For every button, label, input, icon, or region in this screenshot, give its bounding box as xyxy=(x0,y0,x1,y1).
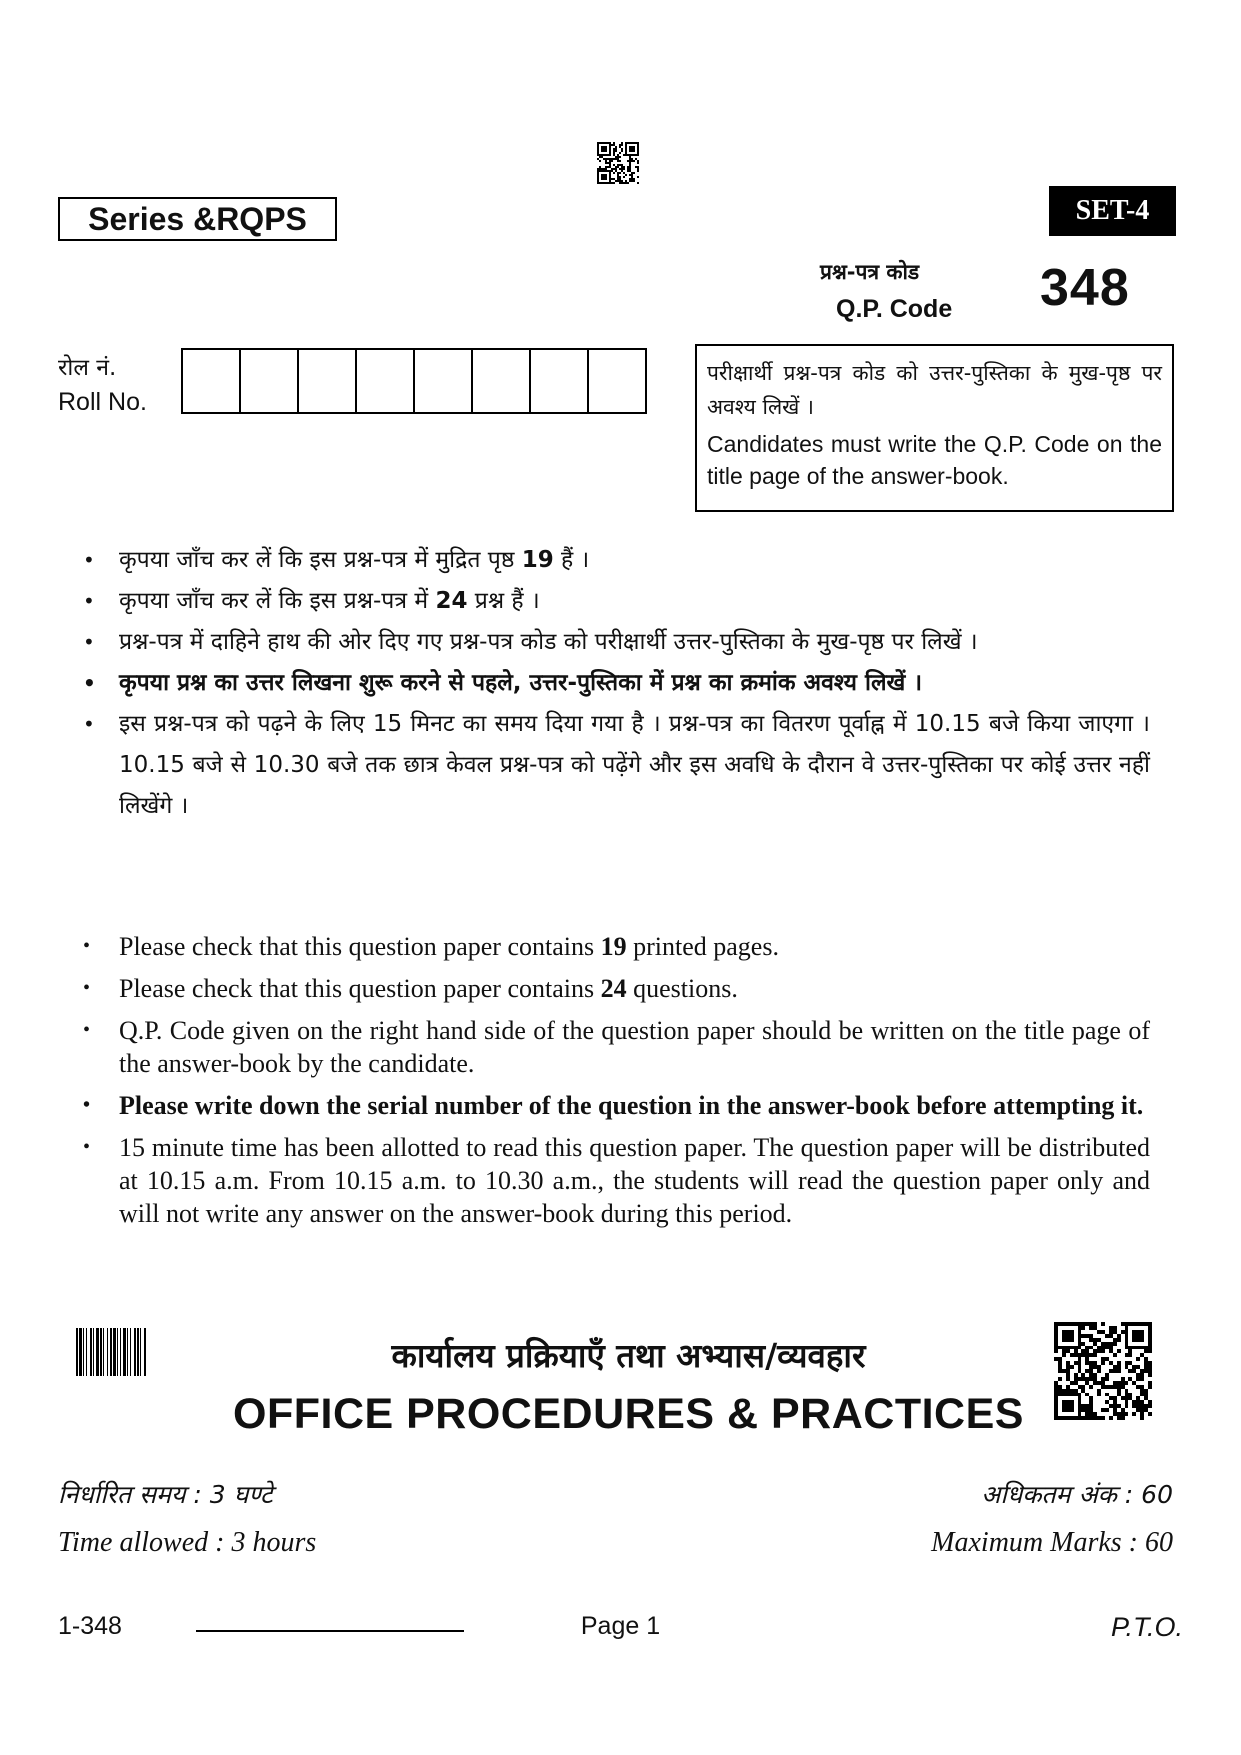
instruction-hindi-text-end: प्रश्न हैं । xyxy=(467,588,540,614)
instruction-english-text: Please write down the serial number of the question in the answer-book before attempting it. xyxy=(119,1091,1144,1120)
candidate-note-english: Candidates must write the Q.P. Code on the title page of the answer-book. xyxy=(707,431,1162,489)
instruction-english-text: Please check that this question paper contains xyxy=(119,974,601,1003)
bullet-icon: • xyxy=(83,1094,91,1116)
roll-digit-box[interactable] xyxy=(531,350,589,412)
instruction-english-text: 15 minute time has been allotted to read this question paper. The question paper will be distributed at 10.15 a.m. From 10.15 a.m. to 10.30 a.m., the students will read the question paper only and will not write any answer on the answer-book during this period. xyxy=(119,1133,1150,1228)
bullet-icon: • xyxy=(83,935,91,957)
instruction-hindi-text: कृपया जाँच कर लें कि इस प्रश्न-पत्र में xyxy=(119,588,436,614)
qp-code-label-hindi: प्रश्न-पत्र कोड xyxy=(820,260,920,284)
time-allowed: Time allowed : 3 hours xyxy=(58,1527,317,1558)
instruction-english-item xyxy=(80,1089,1150,1122)
instruction-hindi-text: प्रश्न-पत्र में दाहिने हाथ की ओर दिए गए प्रश्न-पत्र कोड को परीक्षार्थी उत्तर-पुस्तिका के मुख-पृष्ठ पर लिखें । xyxy=(119,629,978,655)
time-allowed-hindi: निर्धारित समय : 3 घण्टे xyxy=(58,1480,273,1509)
instruction-hindi-text: इस प्रश्न-पत्र को पढ़ने के लिए 15 मिनट का समय दिया गया है । प्रश्न-पत्र का वितरण पूर्वाह्न में 10.15 बजे किया जाएगा । 10.15 बजे से 10.30 बजे तक छात्र केवल प्रश्न-पत्र को पढ़ेंगे और इस अवधि के दौरान वे उत्तर-पुस्तिका पर कोई उत्तर नहीं लिखेंगे । xyxy=(119,711,1150,819)
instruction-hindi-item xyxy=(80,622,1150,663)
instruction-english-item xyxy=(80,930,1150,963)
bullet-icon: • xyxy=(83,589,95,613)
roll-digit-box[interactable] xyxy=(241,350,299,412)
instructions-english xyxy=(80,930,1150,1239)
set-badge: SET-4 xyxy=(1049,186,1176,236)
footer-code: 1-348 xyxy=(58,1612,122,1640)
qp-code-number: 348 xyxy=(1040,259,1130,317)
instruction-hindi-text: कृपया प्रश्न का उत्तर लिखना शुरू करने से पहले, उत्तर-पुस्तिका में प्रश्न का क्रमांक अवश्य लिखें । xyxy=(119,670,923,696)
roll-digit-box[interactable] xyxy=(473,350,531,412)
bullet-icon: • xyxy=(83,712,95,736)
roll-digit-box[interactable] xyxy=(415,350,473,412)
instruction-hindi-text: कृपया जाँच कर लें कि इस प्रश्न-पत्र में मुद्रित पृष्ठ xyxy=(119,547,522,573)
bullet-icon: • xyxy=(83,1019,91,1041)
subject-title-hindi: कार्यालय प्रक्रियाएँ तथा अभ्यास/व्यवहार xyxy=(391,1336,866,1375)
bullet-icon: • xyxy=(83,630,95,654)
instruction-english-text-end: questions. xyxy=(626,974,738,1003)
roll-digit-box[interactable] xyxy=(299,350,357,412)
instruction-hindi-item xyxy=(80,704,1150,827)
instruction-english-text: Please check that this question paper contains xyxy=(119,932,601,961)
instruction-hindi-bold-value: 19 xyxy=(521,547,554,573)
qr-code-icon xyxy=(597,142,639,184)
instruction-hindi-item xyxy=(80,581,1150,622)
qp-code-label: Q.P. Code xyxy=(836,295,953,323)
instruction-hindi-item xyxy=(80,540,1150,581)
instruction-english-bold-value: 24 xyxy=(600,974,627,1003)
pto-label: P.T.O. xyxy=(1110,1612,1183,1642)
instruction-english-bold-value: 19 xyxy=(600,932,627,961)
instruction-hindi-item xyxy=(80,663,1150,704)
bullet-icon: • xyxy=(83,671,96,695)
roll-digit-box[interactable] xyxy=(183,350,241,412)
series-label: Series &RQPS xyxy=(58,197,337,241)
bullet-icon: • xyxy=(83,548,95,572)
roll-digit-box[interactable] xyxy=(357,350,415,412)
maximum-marks-hindi: अधिकतम अंक : 60 xyxy=(981,1480,1173,1509)
instruction-english-item xyxy=(80,1014,1150,1080)
bullet-icon: • xyxy=(83,977,91,999)
instruction-hindi-bold-value: 24 xyxy=(435,588,468,614)
page-number: Page 1 xyxy=(580,1612,661,1640)
instructions-hindi xyxy=(80,540,1150,827)
instruction-english-item xyxy=(80,1131,1150,1230)
instruction-hindi-text-end: हैं । xyxy=(553,547,590,573)
candidate-note-hindi: परीक्षार्थी प्रश्न-पत्र कोड को उत्तर-पुस्तिका के मुख-पृष्ठ पर अवश्य लिखें । xyxy=(707,361,1162,419)
instruction-english-item xyxy=(80,972,1150,1005)
roll-digit-box[interactable] xyxy=(589,350,645,412)
roll-label-hindi: रोल नं. xyxy=(58,355,117,381)
instruction-english-text: Q.P. Code given on the right hand side of the question paper should be written on the title page of the answer-book by the candidate. xyxy=(119,1016,1150,1078)
roll-label: Roll No. xyxy=(58,388,147,416)
subject-title: OFFICE PROCEDURES & PRACTICES xyxy=(233,1390,1024,1438)
bullet-icon: • xyxy=(83,1136,91,1158)
maximum-marks: Maximum Marks : 60 xyxy=(931,1527,1173,1558)
roll-number-boxes[interactable] xyxy=(181,348,647,414)
candidate-note-box xyxy=(695,344,1174,512)
instruction-english-text-end: printed pages. xyxy=(626,932,779,961)
